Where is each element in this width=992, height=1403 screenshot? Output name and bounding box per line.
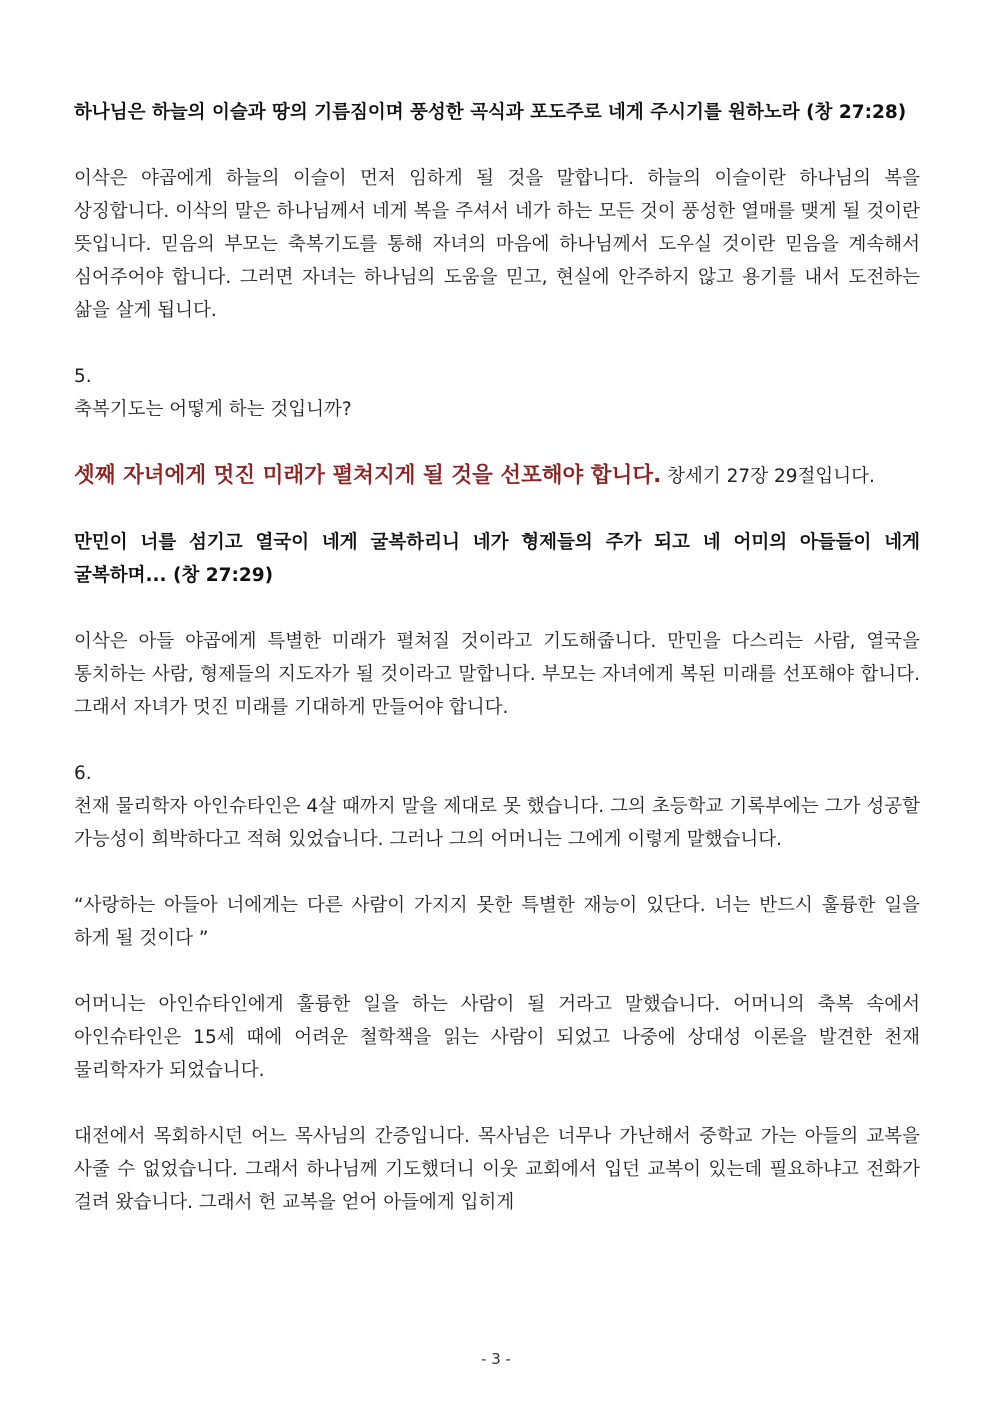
page-number: - 3 - [481, 1350, 511, 1368]
third-point-paragraph [74, 459, 920, 493]
section-5-question: 축복기도는 어떻게 하는 것입니까? [74, 399, 352, 420]
paragraph-isaac-dew: 이삭은 야곱에게 하늘의 이슬이 먼저 임하게 될 것을 말합니다. 하늘의 이슬이란 하나님의 복을 상징합니다. 이삭의 말은 하나님께서 네게 복을 주셔서 네가 하는 모든 것이 풍성한 열매를 맺게 될 것이란 뜻입니다. 믿음의 부모는 축복기도를 통해 자녀의 마음에 하나님께서 도우실 것이란 믿음을 계속해서 심어주어야 합니다. 그러면 자녀는 하나님의 도움을 믿고, 현실에 안주하지 않고 용기를 내서 도전하는 삶을 살게 됩니다. [74, 168, 920, 321]
paragraph-einstein: 천재 물리학자 아인슈타인은 4살 때까지 말을 제대로 못 했습니다. 그의 초등학교 기록부에는 그가 성공할 가능성이 희박하다고 적혀 있었습니다. 그러나 그의 어머니는 그에게 이렇게 말했습니다. [74, 796, 920, 850]
third-point-heading: 셋째 자녀에게 멋진 미래가 펼쳐지게 될 것을 선포해야 합니다. [74, 463, 662, 488]
quote-mother: “사랑하는 아들아 너에게는 다른 사람이 가지지 못한 특별한 재능이 있단다. 너는 반드시 훌륭한 일을 하게 될 것이다 ” [74, 895, 920, 949]
paragraph-einstein-result: 어머니는 아인슈타인에게 훌륭한 일을 하는 사람이 될 거라고 말했습니다. 어머니의 축복 속에서 아인슈타인은 15세 때에 어려운 철학책을 읽는 사람이 되었고 나중에 상대성 이론을 발견한 천재 물리학자가 되었습니다. [74, 994, 920, 1081]
paragraph-future: 이삭은 아들 야곱에게 특별한 미래가 펼쳐질 것이라고 기도해줍니다. 만민을 다스리는 사람, 열국을 통치하는 사람, 형제들의 지도자가 될 것이라고 말합니다. 부모는 자녀에게 복된 미래를 선포해야 합니다. 그래서 자녀가 멋진 미래를 기대하게 만들어야 합니다. [74, 631, 920, 718]
section-6-number: 6. [74, 763, 92, 784]
third-point-reference: 창세기 27장 29절입니다. [661, 466, 875, 487]
verse-genesis-27-29: 만민이 너를 섬기고 열국이 네게 굴복하리니 네가 형제들의 주가 되고 네 어미의 아들들이 네게 굴복하며... (창 27:29) [74, 532, 920, 586]
section-5-number: 5. [74, 366, 92, 387]
paragraph-pastor: 대전에서 목회하시던 어느 목사님의 간증입니다. 목사님은 너무나 가난해서 중학교 가는 아들의 교복을 사줄 수 없었습니다. 그래서 하나님께 기도했더니 이웃 교회에서 입던 교복이 있는데 필요하냐고 전화가 걸려 왔습니다. 그래서 헌 교복을 얻어 아들에게 입히게 [74, 1126, 920, 1213]
verse-genesis-27-28: 하나님은 하늘의 이슬과 땅의 기름짐이며 풍성한 곡식과 포도주로 네게 주시기를 원하노라 (창 27:28) [74, 102, 907, 123]
document-body [74, 96, 920, 1219]
